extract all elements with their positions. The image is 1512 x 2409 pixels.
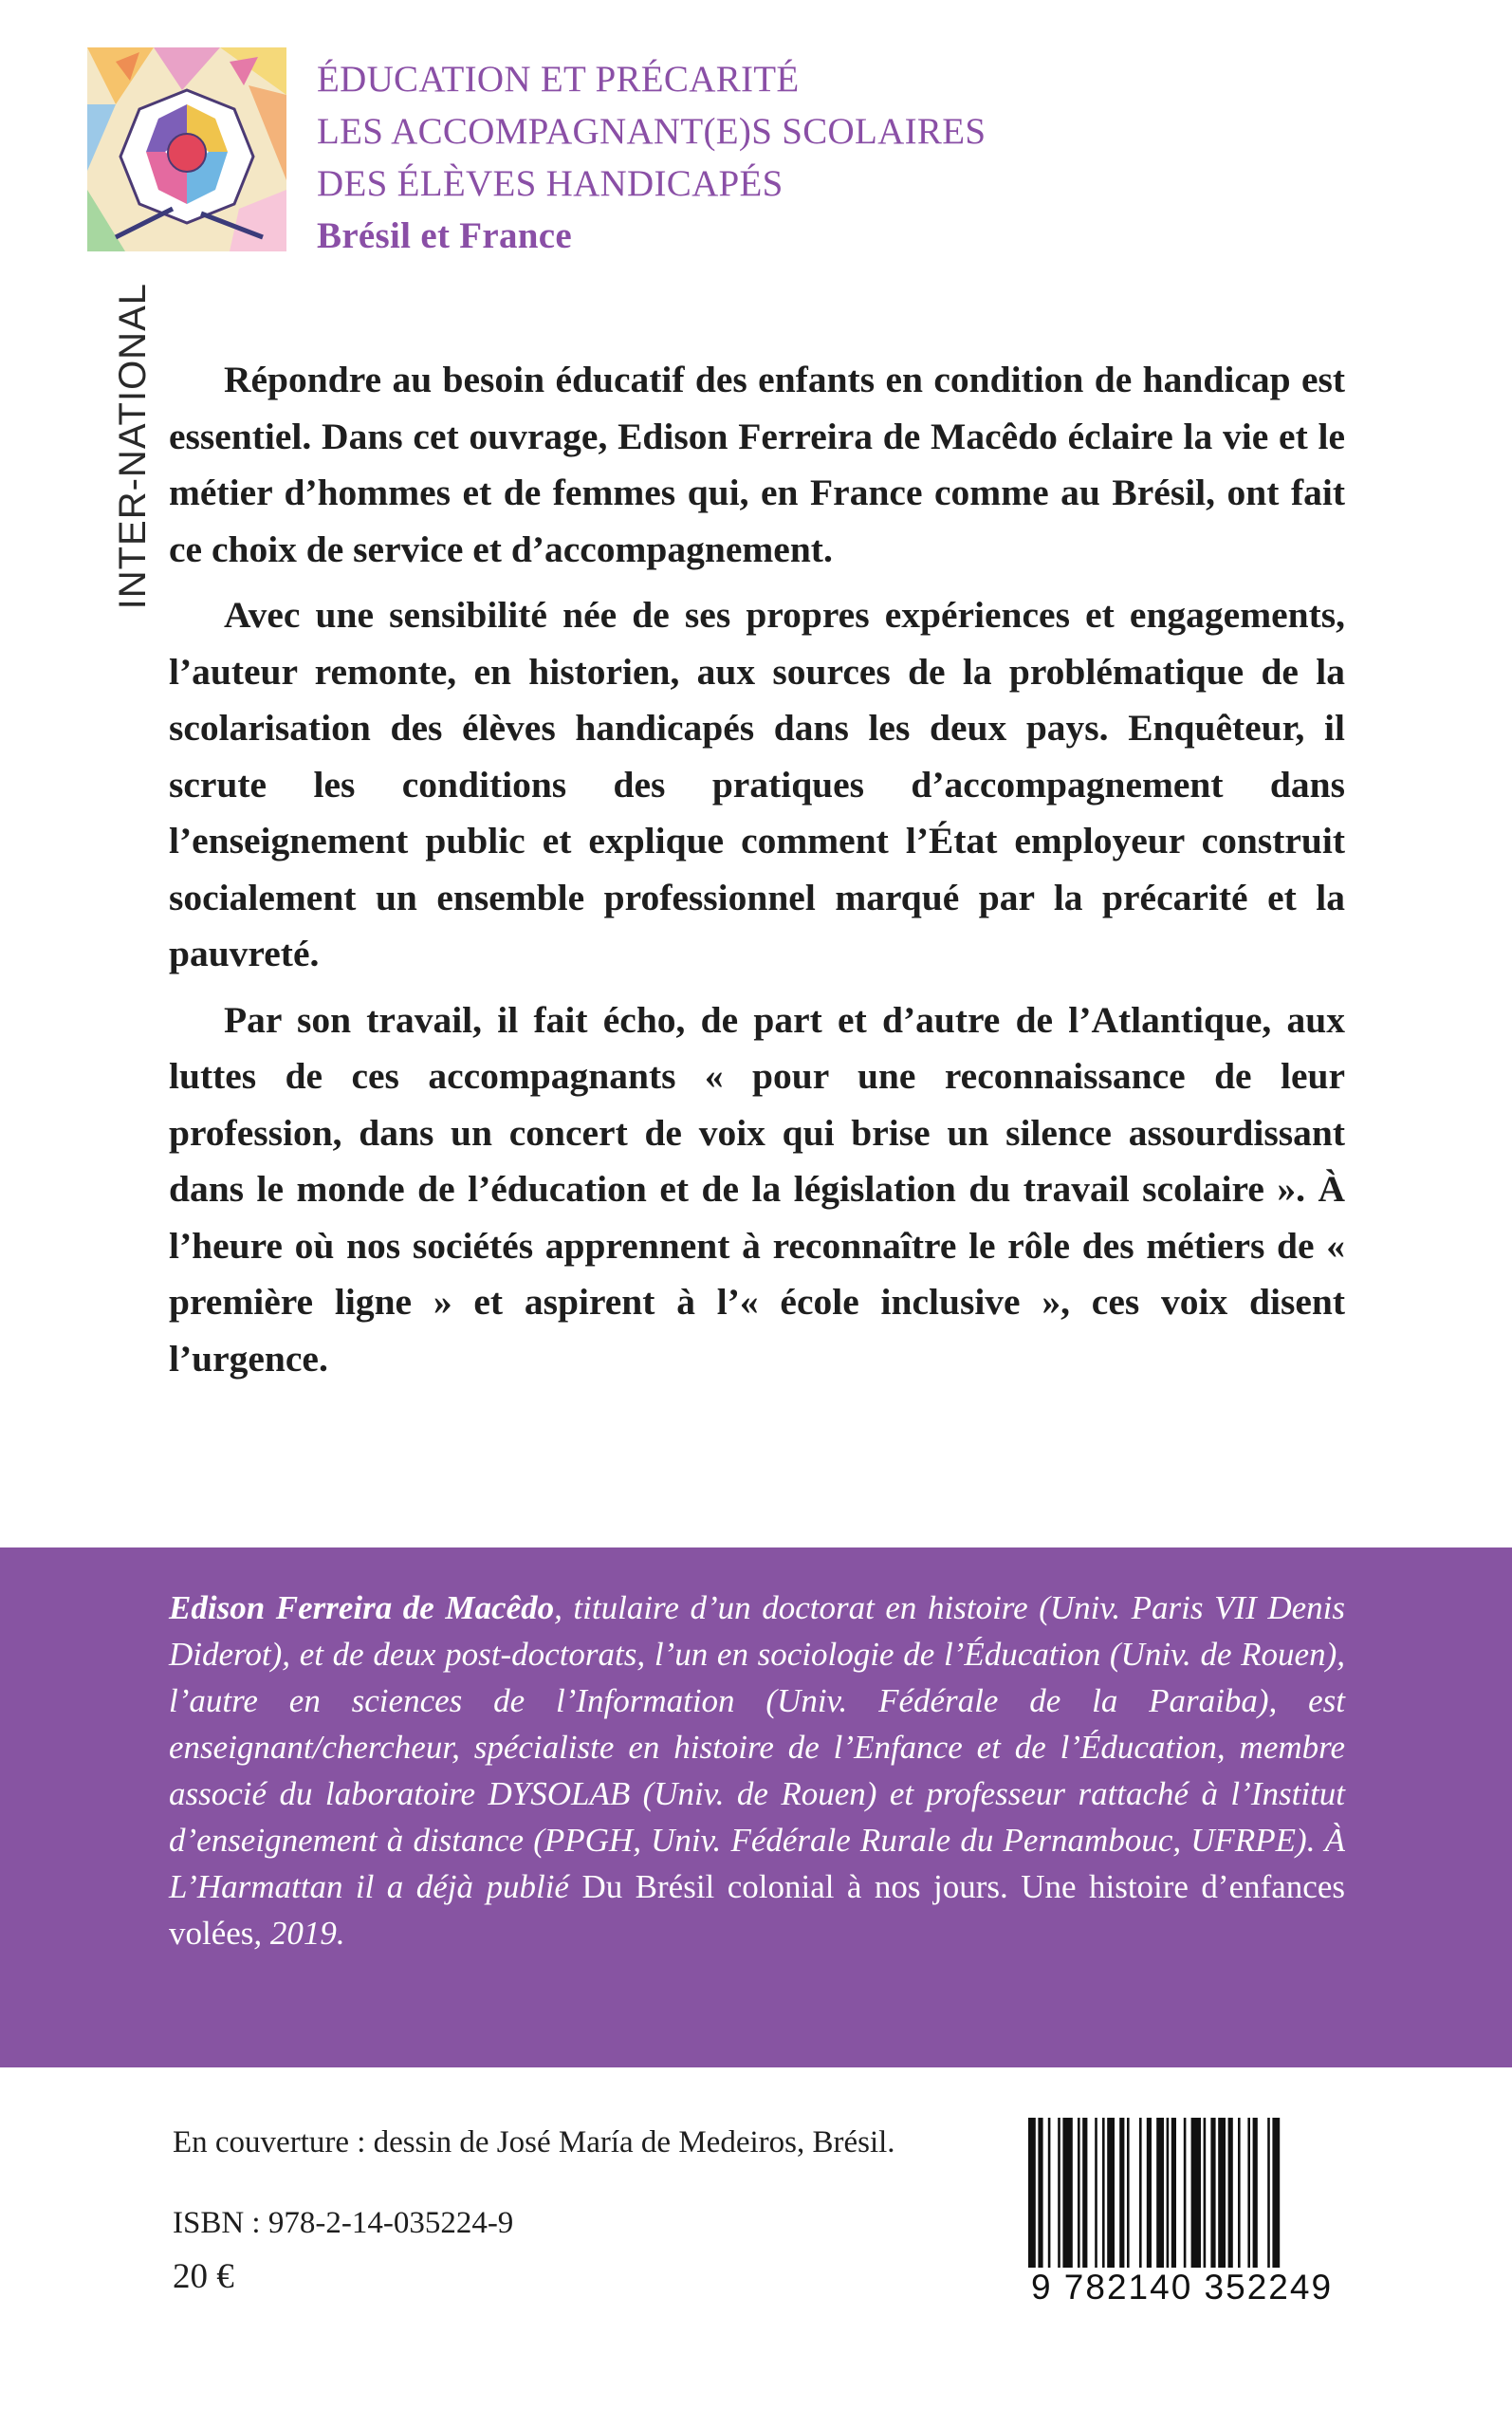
blurb-paragraph-3: Par son travail, il fait écho, de part et d’autre de l’Atlantique, aux luttes de ces accompagnants « pour une reconnaissance de leur profession, dans un concert de voix qui brise un silence assourdissant dans le monde de l’éducation et de la législation du travail scolaire ». À l’heure où nos sociétés apprennent à reconnaître le rôle des métiers de « première ligne » et aspirent à l’« école inclusive », ces voix disent l’urgence. bbox=[169, 998, 1345, 1380]
author-name: Edison Ferreira de Macêdo bbox=[169, 1589, 555, 1626]
author-bio bbox=[169, 1584, 1345, 1956]
barcode-number: 9 782140 352249 bbox=[1011, 2268, 1353, 2307]
book-header bbox=[317, 53, 1265, 262]
title-line-2: LES ACCOMPAGNANT(E)S SCOLAIRES bbox=[317, 111, 986, 152]
blurb bbox=[169, 352, 1345, 1397]
cover-illustration bbox=[87, 47, 286, 251]
isbn: ISBN : 978-2-14-035224-9 bbox=[173, 2206, 514, 2240]
bio-text: , titulaire d’un doctorat en histoire (Univ. Paris VII Denis Diderot), et de deux post-doctorats, l’un en sociologie de l’Éducation (Univ. de Rouen), l’autre en sciences de l’Information (Univ. Fédérale de la Paraiba), est enseignant/chercheur, spécialiste en histoire de l’Enfance et de l’Éducation, membre associé du laboratoire DYSOLAB (Univ. de Rouen) et professeur rattaché à l’Institut d’enseignement à distance (PPGH, Univ. Fédérale Rurale du Pernambouc, UFRPE). À L’Harmattan il a déjà publié bbox=[169, 1589, 1345, 1905]
blurb-paragraph-2: Avec une sensibilité née de ses propres expériences et engagements, l’auteur remonte, en historien, aux sources de la problématique de la scolarisation des élèves handicapés dans les deux pays. Enquêteur, il scrute les conditions des pratiques d’accompagnement dans l’enseignement public et explique comment l’État employeur construit socialement un ensemble professionnel marqué par la précarité et la pauvreté. bbox=[169, 594, 1345, 974]
previous-book-title: Du Brésil colonial à nos jours. Une histoire d’enfances volées bbox=[169, 1868, 1346, 1952]
subtitle: Brésil et France bbox=[317, 215, 573, 256]
collection-name: INTER-NATIONAL bbox=[112, 283, 154, 610]
blurb-paragraph-1: Répondre au besoin éducatif des enfants en condition de handicap est essentiel. Dans cet ouvrage, Edison Ferreira de Macêdo éclaire la vie et le métier d’hommes et de femmes qui, en France comme au Brésil, ont fait ce choix de service et d’accompagnement. bbox=[169, 359, 1345, 570]
title-line-1: ÉDUCATION ET PRÉCARITÉ bbox=[317, 59, 800, 100]
cover-credit: En couverture : dessin de José María de Medeiros, Brésil. bbox=[173, 2125, 895, 2159]
title-line-3: DES ÉLÈVES HANDICAPÉS bbox=[317, 163, 784, 204]
previous-book-year: , 2019. bbox=[253, 1915, 345, 1952]
price: 20 € bbox=[173, 2257, 234, 2296]
